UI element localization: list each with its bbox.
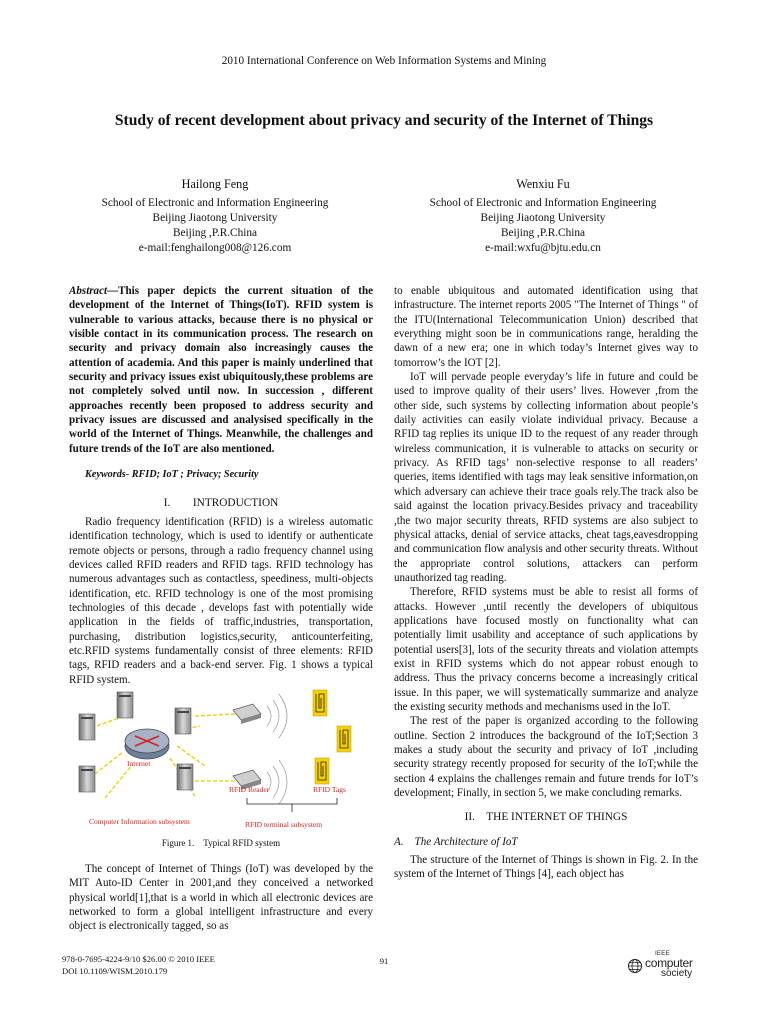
rfid-tag-icon — [313, 690, 327, 716]
server-icon — [117, 692, 133, 718]
abstract-label: Abstract — [69, 285, 108, 297]
router-icon — [125, 729, 169, 759]
subsystem-bracket — [247, 798, 337, 812]
footer-isbn: 978-0-7695-4224-9/10 $26.00 © 2010 IEEE — [62, 954, 215, 964]
author-email: e-mail:fenghailong008@126.com — [138, 242, 292, 254]
right-column — [394, 284, 698, 882]
computer-subsystem-label: Computer Information subsystem — [89, 817, 190, 826]
internet-label: Internet — [127, 759, 151, 768]
author-name: Hailong Feng — [181, 177, 249, 191]
intro-paragraph-3: to enable ubiquitous and automated identification using that infrastructure. The internet reports 2005 "The Internet of Things " of the ITU(International Telecommunication Union) described that everything might soon be in communications range, heralding the dawn of a new era; one in which today’s Internet gives way to tomorrow’s the IOT [2]. — [394, 285, 698, 369]
network-link — [195, 714, 235, 716]
ieee-computer-society-logo — [625, 950, 705, 982]
author-city: Beijing ,P.R.China — [172, 227, 258, 239]
rfid-tags-label: RFID Tags — [313, 785, 346, 794]
terminal-subsystem-label: RFID terminal subsystem — [245, 820, 323, 829]
section-heading-internet-of-things: II. THE INTERNET OF THINGS — [464, 811, 628, 824]
page-number: 91 — [379, 956, 389, 966]
logo-society-text: society — [661, 968, 693, 979]
figure-1-rfid-diagram — [75, 686, 375, 836]
network-link — [177, 746, 205, 766]
globe-icon — [627, 958, 643, 974]
intro-paragraph-5: Therefore, RFID systems must be able to resist all forms of attacks. However ,until recently the developers of ubiquitous applications have focused mostly on functionality what can potentially limit usability and acceptance of such applications by potential users[3], lots of the security threats and violation attempts exist in RFID systems which do not appear robust enough to address. Thus the privacy concerns become a increasingly critical issue. In this paper, we will systematically summarize and analyze the existing security methods and mechanisms used in the IoT. — [394, 586, 698, 713]
server-icon — [79, 766, 95, 792]
footer-doi: DOI 10.1109/WISM.2010.179 — [62, 966, 168, 976]
subsection-heading-architecture: A. The Architecture of IoT — [394, 835, 518, 848]
network-link — [105, 764, 133, 798]
rfid-tag-icon — [337, 726, 351, 752]
left-column-bottom — [69, 862, 373, 934]
author-block-2 — [388, 177, 698, 256]
rfid-tag-icon — [315, 758, 329, 784]
author-email: e-mail:wxfu@bjtu.edu.cn — [485, 242, 601, 254]
rfid-reader-label: RFID Reader — [229, 785, 270, 794]
intro-paragraph-6: The rest of the paper is organized according to the following outline. Section 2 introduces the background of the IoT;Section 3 makes a study about the security and privacy of IoT ,including security strategy recently proposed for security of the IoT;while the section 4 explains the challenges remain and future trends for IoT’s development; Finally, in section 5, we make concluding remarks. — [394, 715, 698, 800]
author-name: Wenxiu Fu — [516, 177, 570, 191]
network-link — [95, 752, 123, 774]
author-university: Beijing Jiaotong University — [152, 212, 278, 224]
footer-publication-info — [62, 953, 215, 977]
author-university: Beijing Jiaotong University — [480, 212, 606, 224]
intro-paragraph-2: The concept of Internet of Things (IoT) was developed by the MIT Auto-ID Center in 2001,and they conceived a networked physical world[1],that is a world in which all electronic devices are networked to form a global intelligent infrastructure and every object is electronically tagged, so as — [69, 863, 373, 933]
logo-computer-text: computer — [645, 956, 693, 970]
server-icon — [175, 708, 191, 734]
author-affiliation: School of Electronic and Information Engineering — [101, 197, 329, 209]
figure-1-caption: Figure 1. Typical RFID system — [161, 838, 281, 848]
author-city: Beijing ,P.R.China — [500, 227, 586, 239]
author-affiliation: School of Electronic and Information Engineering — [429, 197, 657, 209]
server-icon — [177, 764, 193, 790]
intro-paragraph-1: Radio frequency identification (RFID) is a wireless automatic identification technology, which is used to identify or authenticate remote objects or persons, through a radio frequency channel using devices called RFID readers and RFID tags. RFID technology has numerous advantages such as contactless, speediness, multi-objects identification, etc. RFID technology is one of the most promising technologies of this decade , develops fast with potentially wide application in the fields of traffic,industries, transportation, purchasing, distribution logistics,security, anticounterfeiting, etc.RFID systems fundamentally consist of three elements: RFID tags, RFID readers and a back-end server. Fig. 1 shows a typical RFID system. — [69, 515, 373, 686]
paper-title: Study of recent development about privacy and security of the Internet of Things — [114, 112, 654, 129]
section-heading-introduction: I. INTRODUCTION — [163, 497, 279, 510]
rfid-reader-icon — [233, 704, 261, 724]
author-block-1 — [60, 177, 370, 256]
abstract — [69, 284, 373, 456]
intro-paragraph-4: IoT will pervade people everyday’s life in future and could be used to improve quality of their users’ lives. However ,from the other side, such systems by collecting information about people’s daily activities can easily violate individual privacy. Because a RFID tag replies its unique ID to the request of any reader through wireless communication, it is vulnerable to attacks on security or privacy. As RFID tags’ non-selective response to all readers’ queries, items identified with tags may leak sensitive information,on which adversary can achieve their trace goals rely.The track also be said against the location privacy.Besides privacy and traceability ,the two major security threats, RFID systems are also subject to physical attacks, denial of service attacks, cheat tags,eavesdropping and communication flow analysis and other security threats. Without the appropriate control solutions, attackers can perform unauthorized tag reading. — [394, 371, 698, 584]
keywords: Keywords- RFID; IoT ; Privacy; Security — [85, 469, 259, 481]
conference-header: 2010 International Conference on Web Information Systems and Mining — [221, 55, 547, 67]
left-column — [69, 284, 373, 687]
server-icon — [79, 714, 95, 740]
architecture-paragraph-1: The structure of the Internet of Things is shown in Fig. 2. In the system of the Internet of Things [4], each object has — [394, 854, 698, 881]
logo-ieee-text: IEEE — [655, 950, 670, 957]
abstract-text: —This paper depicts the current situation of the development of the Internet of Things(IoT). RFID system is vulnerable to various attacks, because there is no physical or visible contact in its communication process. The research on security and privacy domain also increasingly causes the attention of academia. And this paper is mainly underlined that security and privacy issues exist ubiquitously,these problems are not completely solved until now. In succession , different approaches recently been proposed to address security and privacy issues are discussed and analysised specifically in the world of the Internet of Things. Meanwhile, the challenges and future trends of the IoT are also mentioned. — [69, 285, 373, 455]
